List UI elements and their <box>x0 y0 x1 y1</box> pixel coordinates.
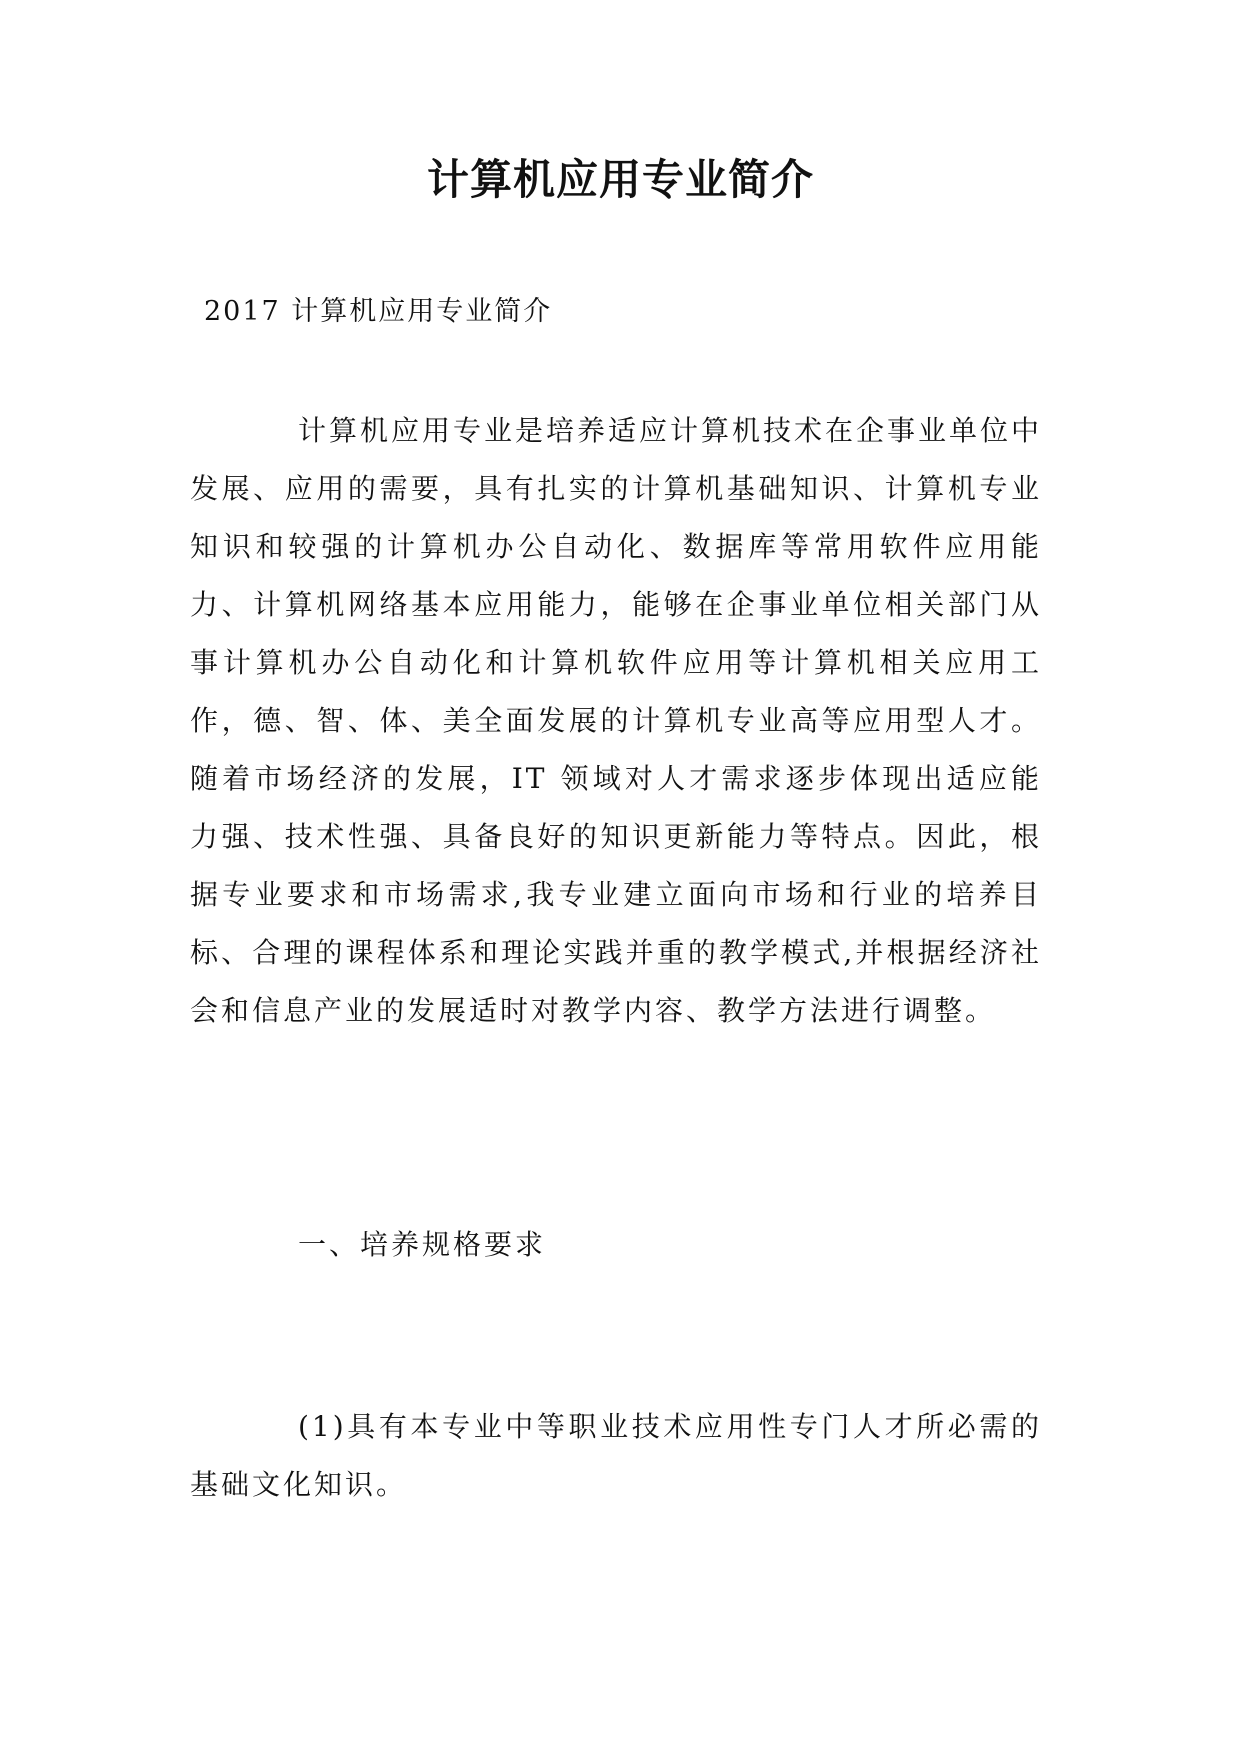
page-title: 计算机应用专业简介 <box>426 155 814 204</box>
intro-paragraph: 计算机应用专业是培养适应计算机技术在企事业单位中发展、应用的需要，具有扎实的计算机基础知识、计算机专业知识和较强的计算机办公自动化、数据库等常用软件应用能力、计算机网络基本应用能力，能够在企事业单位相关部门从事计算机办公自动化和计算机软件应用等计算机相关应用工作，德、智、体、美全面发展的计算机专业高等应用型人才。随着市场经济的发展，IT 领域对人才需求逐步体现出适应能力强、技术性强、具备良好的知识更新能力等特点。因此，根据专业要求和市场需求,我专业建立面向市场和行业的培养目标、合理的课程体系和理论实践并重的教学模式,并根据经济社会和信息产业的发展适时对教学内容、教学方法进行调整。 <box>190 414 1043 1027</box>
requirement-paragraph: (1)具有本专业中等职业技术应用性专门人才所必需的基础文化知识。 <box>190 1410 1042 1501</box>
section-heading: 一、培养规格要求 <box>298 1228 547 1261</box>
document-subtitle: 2017 计算机应用专业简介 <box>204 296 553 327</box>
